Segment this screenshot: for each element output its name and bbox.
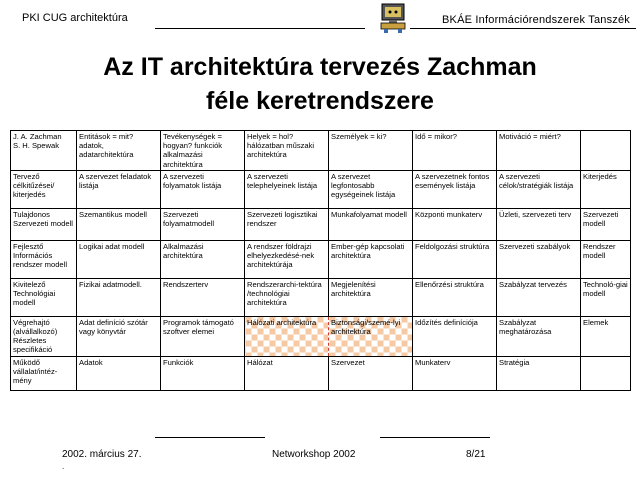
table-cell: Ember-gép kapcsolati architektúra [329, 240, 413, 278]
table-cell: Szemantikus modell [77, 208, 161, 240]
table-cell: A szervezeti folyamatok listája [161, 170, 245, 208]
table-cell: Központi munkaterv [413, 208, 497, 240]
table-cell: Rendszerarchi-tektúra /technológiai architektúra [245, 278, 329, 316]
table-cell: Fizikai adatmodell. [77, 278, 161, 316]
slide-title-line-1: Az IT architektúra tervezés Zachman [103, 53, 537, 81]
table-cell: Ellenőrzési struktúra [413, 278, 497, 316]
footer-date: 2002. március 27. [62, 449, 142, 460]
table-row-header-cell: Működő vállalat/intéz-mény [11, 356, 77, 390]
zachman-table [10, 130, 631, 391]
table-cell: Tevékenységek = hogyan? funkciók alkalmazási architektúra [161, 131, 245, 171]
table-cell: Munkafolyamat modell [329, 208, 413, 240]
table-cell: A rendszer földrajzi elhelyezkedésé-nek architektúrája [245, 240, 329, 278]
table-cell: Helyek = hol? hálózatban műszaki architektúra [245, 131, 329, 171]
footer-dot: . [62, 462, 65, 471]
table-cell: Adatok [77, 356, 161, 390]
table-cell: Idő = mikor? [413, 131, 497, 171]
table-cell [581, 131, 631, 171]
table-cell: Hálózat [245, 356, 329, 390]
table-row [11, 316, 631, 356]
table-cell: Szervezeti modell [581, 208, 631, 240]
footer-page-number: 8/21 [466, 449, 486, 460]
header-right-title: BKÁE Információrendszerek Tanszék [442, 14, 630, 26]
header-divider-right [410, 28, 636, 29]
header-left-title: PKI CUG architektúra [22, 12, 128, 24]
table-row [11, 131, 631, 171]
table-cell: Rendszerterv [161, 278, 245, 316]
computer-mascot-icon [378, 2, 408, 34]
table-cell: Programok támogató szoftver elemei [161, 316, 245, 356]
table-row-header-cell: Végrehajtó (alvállalkozó) Részletes specifikáció [11, 316, 77, 356]
table-cell: Elemek [581, 316, 631, 356]
slide-title [0, 50, 640, 118]
table-cell: A szervezeti telephelyeinek listája [245, 170, 329, 208]
table-cell: Hálózati architektúra [245, 316, 329, 356]
table-cell: Szabályzat tervezés [497, 278, 581, 316]
table-cell: Szervezeti folyamatmodell [161, 208, 245, 240]
table-cell: Szervezeti logisztikai rendszer [245, 208, 329, 240]
table-cell: Funkciók [161, 356, 245, 390]
table-row-header-cell: J. A. Zachman S. H. Spewak [11, 131, 77, 171]
footer-event: Networkshop 2002 [272, 449, 356, 460]
table-cell: A szervezetnek fontos események listája [413, 170, 497, 208]
table-cell: Feldolgozási struktúra [413, 240, 497, 278]
table-cell [581, 356, 631, 390]
table-cell: A szervezet feladatok listája [77, 170, 161, 208]
table-cell: Adat definíció szótár vagy könyvtár [77, 316, 161, 356]
table-cell: Alkalmazási architektúra [161, 240, 245, 278]
table-cell: Kiterjedés [581, 170, 631, 208]
table-cell: Technoló-giai modell [581, 278, 631, 316]
table-cell: Entitások = mit? adatok, adatarchitektúra [77, 131, 161, 171]
table-cell: Szervezet [329, 356, 413, 390]
table-row [11, 356, 631, 390]
table-row [11, 278, 631, 316]
table-cell: Stratégia [497, 356, 581, 390]
table-row-header-cell: Tulajdonos Szervezeti modell [11, 208, 77, 240]
table-row-header-cell: Tervező célkitűzései/ kiterjedés [11, 170, 77, 208]
footer-divider-left [155, 437, 265, 438]
table-cell: Megjelenítési architektúra [329, 278, 413, 316]
table-row-header-cell: Fejlesztő Információs rendszer modell [11, 240, 77, 278]
table-cell: Logikai adat modell [77, 240, 161, 278]
table-cell: Személyek = ki? [329, 131, 413, 171]
table-cell: Motiváció = miért? [497, 131, 581, 171]
table-row [11, 170, 631, 208]
table-cell: Rendszer modell [581, 240, 631, 278]
table-row-header-cell: Kivitelező Technológiai modell [11, 278, 77, 316]
table-cell: Munkaterv [413, 356, 497, 390]
table-cell: A szervezet legfontosabb egységeinek listája [329, 170, 413, 208]
table-cell: Szervezeti szabályok [497, 240, 581, 278]
table-cell: Biztonsági/szemé-lyi architektúra [329, 316, 413, 356]
table-cell: Üzleti, szervezeti terv [497, 208, 581, 240]
table-cell: Időzítés definíciója [413, 316, 497, 356]
slide-title-line-2: féle keretrendszere [206, 87, 434, 115]
header-divider-left [155, 28, 365, 29]
table-cell: Szabályzat meghatározása [497, 316, 581, 356]
table-row [11, 208, 631, 240]
table-cell: A szervezeti célok/stratégiák listája [497, 170, 581, 208]
footer-divider-right [380, 437, 490, 438]
table-row [11, 240, 631, 278]
